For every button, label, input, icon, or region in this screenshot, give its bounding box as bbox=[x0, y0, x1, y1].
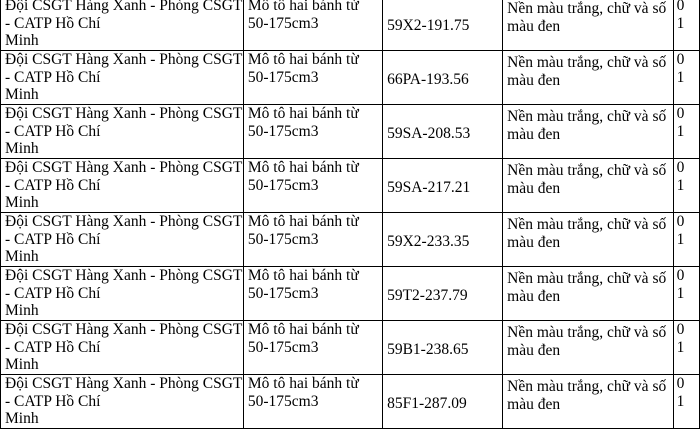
plate-color-text: màu đen bbox=[507, 395, 561, 413]
plate-color-cell bbox=[503, 375, 673, 429]
unit-cell bbox=[1, 51, 244, 105]
date-text: 1 bbox=[676, 392, 685, 410]
plate-color-text: Nền màu trắng, chữ và số bbox=[507, 270, 667, 287]
plate-color-text: Nền màu trắng, chữ và số bbox=[507, 378, 667, 395]
vehicle-type-cell bbox=[243, 51, 382, 105]
plate-number: 59B1-238.65 bbox=[387, 340, 469, 358]
plate-cell bbox=[383, 213, 503, 267]
vehicle-type-cell bbox=[243, 321, 382, 375]
vehicle-type-text: 50-175cm3 bbox=[247, 230, 319, 248]
plate-color-cell bbox=[503, 105, 673, 159]
unit-cell bbox=[1, 159, 244, 213]
date-cell bbox=[673, 0, 699, 51]
vehicle-type-cell bbox=[243, 213, 382, 267]
date-text: 0 bbox=[676, 105, 685, 122]
plate-number: 59SA-208.53 bbox=[387, 124, 471, 142]
unit-text: Đội CSGT Hàng Xanh - Phòng CSGT bbox=[5, 159, 243, 176]
vehicle-type-text: Mô tô hai bánh từ bbox=[247, 267, 359, 284]
unit-text: Đội CSGT Hàng Xanh - Phòng CSGT bbox=[5, 213, 243, 230]
vehicle-type-text: 50-175cm3 bbox=[247, 68, 319, 86]
date-cell bbox=[673, 213, 699, 267]
plate-number: 59X2-191.75 bbox=[387, 16, 470, 34]
unit-text: - CATP Hồ Chí bbox=[5, 230, 101, 248]
plate-cell bbox=[383, 159, 503, 213]
vehicle-type-cell bbox=[243, 0, 382, 51]
date-text: 1 bbox=[676, 14, 685, 32]
plate-color-text: màu đen bbox=[507, 341, 561, 359]
plate-color-cell bbox=[503, 267, 673, 321]
date-cell bbox=[673, 267, 699, 321]
unit-text: Đội CSGT Hàng Xanh - Phòng CSGT bbox=[5, 375, 243, 392]
unit-text: - CATP Hồ Chí bbox=[5, 338, 101, 356]
unit-text: Đội CSGT Hàng Xanh - Phòng CSGT bbox=[5, 321, 243, 338]
plate-cell bbox=[383, 105, 503, 159]
date-text: 1 bbox=[676, 284, 685, 302]
plate-color-text: Nền màu trắng, chữ và số bbox=[507, 108, 667, 125]
vehicle-type-text: Mô tô hai bánh từ bbox=[247, 105, 359, 122]
date-cell bbox=[673, 159, 699, 213]
plate-cell bbox=[383, 0, 503, 51]
table-row bbox=[1, 0, 700, 51]
unit-cell bbox=[1, 105, 244, 159]
vehicle-type-cell bbox=[243, 267, 382, 321]
table-row bbox=[1, 51, 700, 105]
plate-color-text: màu đen bbox=[507, 287, 561, 305]
date-cell bbox=[673, 375, 699, 429]
table-row bbox=[1, 105, 700, 159]
unit-text: - CATP Hồ Chí bbox=[5, 14, 101, 32]
plate-number: 59X2-233.35 bbox=[387, 232, 470, 250]
vehicle-type-text: Mô tô hai bánh từ bbox=[247, 321, 359, 338]
vehicle-type-text: 50-175cm3 bbox=[247, 14, 319, 32]
date-text: 0 bbox=[676, 267, 685, 284]
date-text: 0 bbox=[676, 375, 685, 392]
plate-cell bbox=[383, 267, 503, 321]
plate-color-text: màu đen bbox=[507, 233, 561, 251]
vehicle-type-text: 50-175cm3 bbox=[247, 392, 319, 410]
unit-cell bbox=[1, 213, 244, 267]
plate-number: 59SA-217.21 bbox=[387, 178, 471, 196]
vehicle-type-text: Mô tô hai bánh từ bbox=[247, 159, 359, 176]
unit-text: Minh bbox=[5, 86, 39, 103]
plate-cell bbox=[383, 51, 503, 105]
unit-text: Đội CSGT Hàng Xanh - Phòng CSGT bbox=[5, 0, 243, 14]
plate-color-cell bbox=[503, 51, 673, 105]
unit-text: Minh bbox=[5, 194, 39, 211]
vehicle-type-cell bbox=[243, 375, 382, 429]
plate-color-text: Nền màu trắng, chữ và số bbox=[507, 0, 667, 17]
date-text: 1 bbox=[676, 68, 685, 86]
vehicle-type-text: 50-175cm3 bbox=[247, 176, 319, 194]
plate-number: 59T2-237.79 bbox=[387, 286, 468, 304]
plate-cell bbox=[383, 375, 503, 429]
vehicle-type-cell bbox=[243, 105, 382, 159]
date-text: 0 bbox=[676, 321, 685, 338]
date-text: 0 bbox=[676, 0, 685, 14]
plate-color-cell bbox=[503, 321, 673, 375]
date-text: 1 bbox=[676, 338, 685, 356]
plate-color-cell bbox=[503, 159, 673, 213]
unit-text: Đội CSGT Hàng Xanh - Phòng CSGT bbox=[5, 267, 243, 284]
table-row bbox=[1, 321, 700, 375]
date-text: 1 bbox=[676, 176, 685, 194]
table-row bbox=[1, 375, 700, 429]
unit-text: - CATP Hồ Chí bbox=[5, 392, 101, 410]
date-cell bbox=[673, 51, 699, 105]
plate-color-text: màu đen bbox=[507, 179, 561, 197]
unit-cell bbox=[1, 321, 244, 375]
plate-number: 85F1-287.09 bbox=[387, 394, 467, 412]
plate-color-text: màu đen bbox=[507, 17, 561, 35]
table-row bbox=[1, 213, 700, 267]
vehicle-type-text: 50-175cm3 bbox=[247, 338, 319, 356]
unit-cell bbox=[1, 0, 244, 51]
unit-text: Đội CSGT Hàng Xanh - Phòng CSGT bbox=[5, 51, 243, 68]
plate-color-text: Nền màu trắng, chữ và số bbox=[507, 216, 667, 233]
unit-cell bbox=[1, 267, 244, 321]
date-text: 0 bbox=[676, 51, 685, 68]
unit-text: Minh bbox=[5, 248, 39, 265]
vehicle-type-text: Mô tô hai bánh từ bbox=[247, 375, 359, 392]
unit-cell bbox=[1, 375, 244, 429]
table-row bbox=[1, 267, 700, 321]
plate-color-cell bbox=[503, 213, 673, 267]
plate-color-text: Nền màu trắng, chữ và số bbox=[507, 54, 667, 71]
unit-text: Minh bbox=[5, 140, 39, 157]
date-text: 1 bbox=[676, 230, 685, 248]
plate-number: 66PA-193.56 bbox=[387, 70, 469, 88]
plate-cell bbox=[383, 321, 503, 375]
date-text: 0 bbox=[676, 213, 685, 230]
unit-text: - CATP Hồ Chí bbox=[5, 68, 101, 86]
plate-color-text: màu đen bbox=[507, 71, 561, 89]
date-cell bbox=[673, 105, 699, 159]
unit-text: - CATP Hồ Chí bbox=[5, 284, 101, 302]
date-text: 1 bbox=[676, 122, 685, 140]
plate-color-cell bbox=[503, 0, 673, 51]
date-text: 0 bbox=[676, 159, 685, 176]
vehicle-type-text: 50-175cm3 bbox=[247, 122, 319, 140]
vehicle-type-text: Mô tô hai bánh từ bbox=[247, 0, 359, 14]
vehicle-type-text: Mô tô hai bánh từ bbox=[247, 51, 359, 68]
unit-text: Minh bbox=[5, 302, 39, 319]
unit-text: Minh bbox=[5, 32, 39, 49]
vehicle-type-text: 50-175cm3 bbox=[247, 284, 319, 302]
plate-color-text: màu đen bbox=[507, 125, 561, 143]
table-row bbox=[1, 159, 700, 213]
vehicle-type-text: Mô tô hai bánh từ bbox=[247, 213, 359, 230]
unit-text: Minh bbox=[5, 410, 39, 427]
unit-text: - CATP Hồ Chí bbox=[5, 176, 101, 194]
unit-text: Đội CSGT Hàng Xanh - Phòng CSGT bbox=[5, 105, 243, 122]
unit-text: - CATP Hồ Chí bbox=[5, 122, 101, 140]
plate-color-text: Nền màu trắng, chữ và số bbox=[507, 162, 667, 179]
plate-color-text: Nền màu trắng, chữ và số bbox=[507, 324, 667, 341]
unit-text: Minh bbox=[5, 356, 39, 373]
vehicle-table-body bbox=[1, 0, 700, 429]
date-cell bbox=[673, 321, 699, 375]
vehicle-type-cell bbox=[243, 159, 382, 213]
